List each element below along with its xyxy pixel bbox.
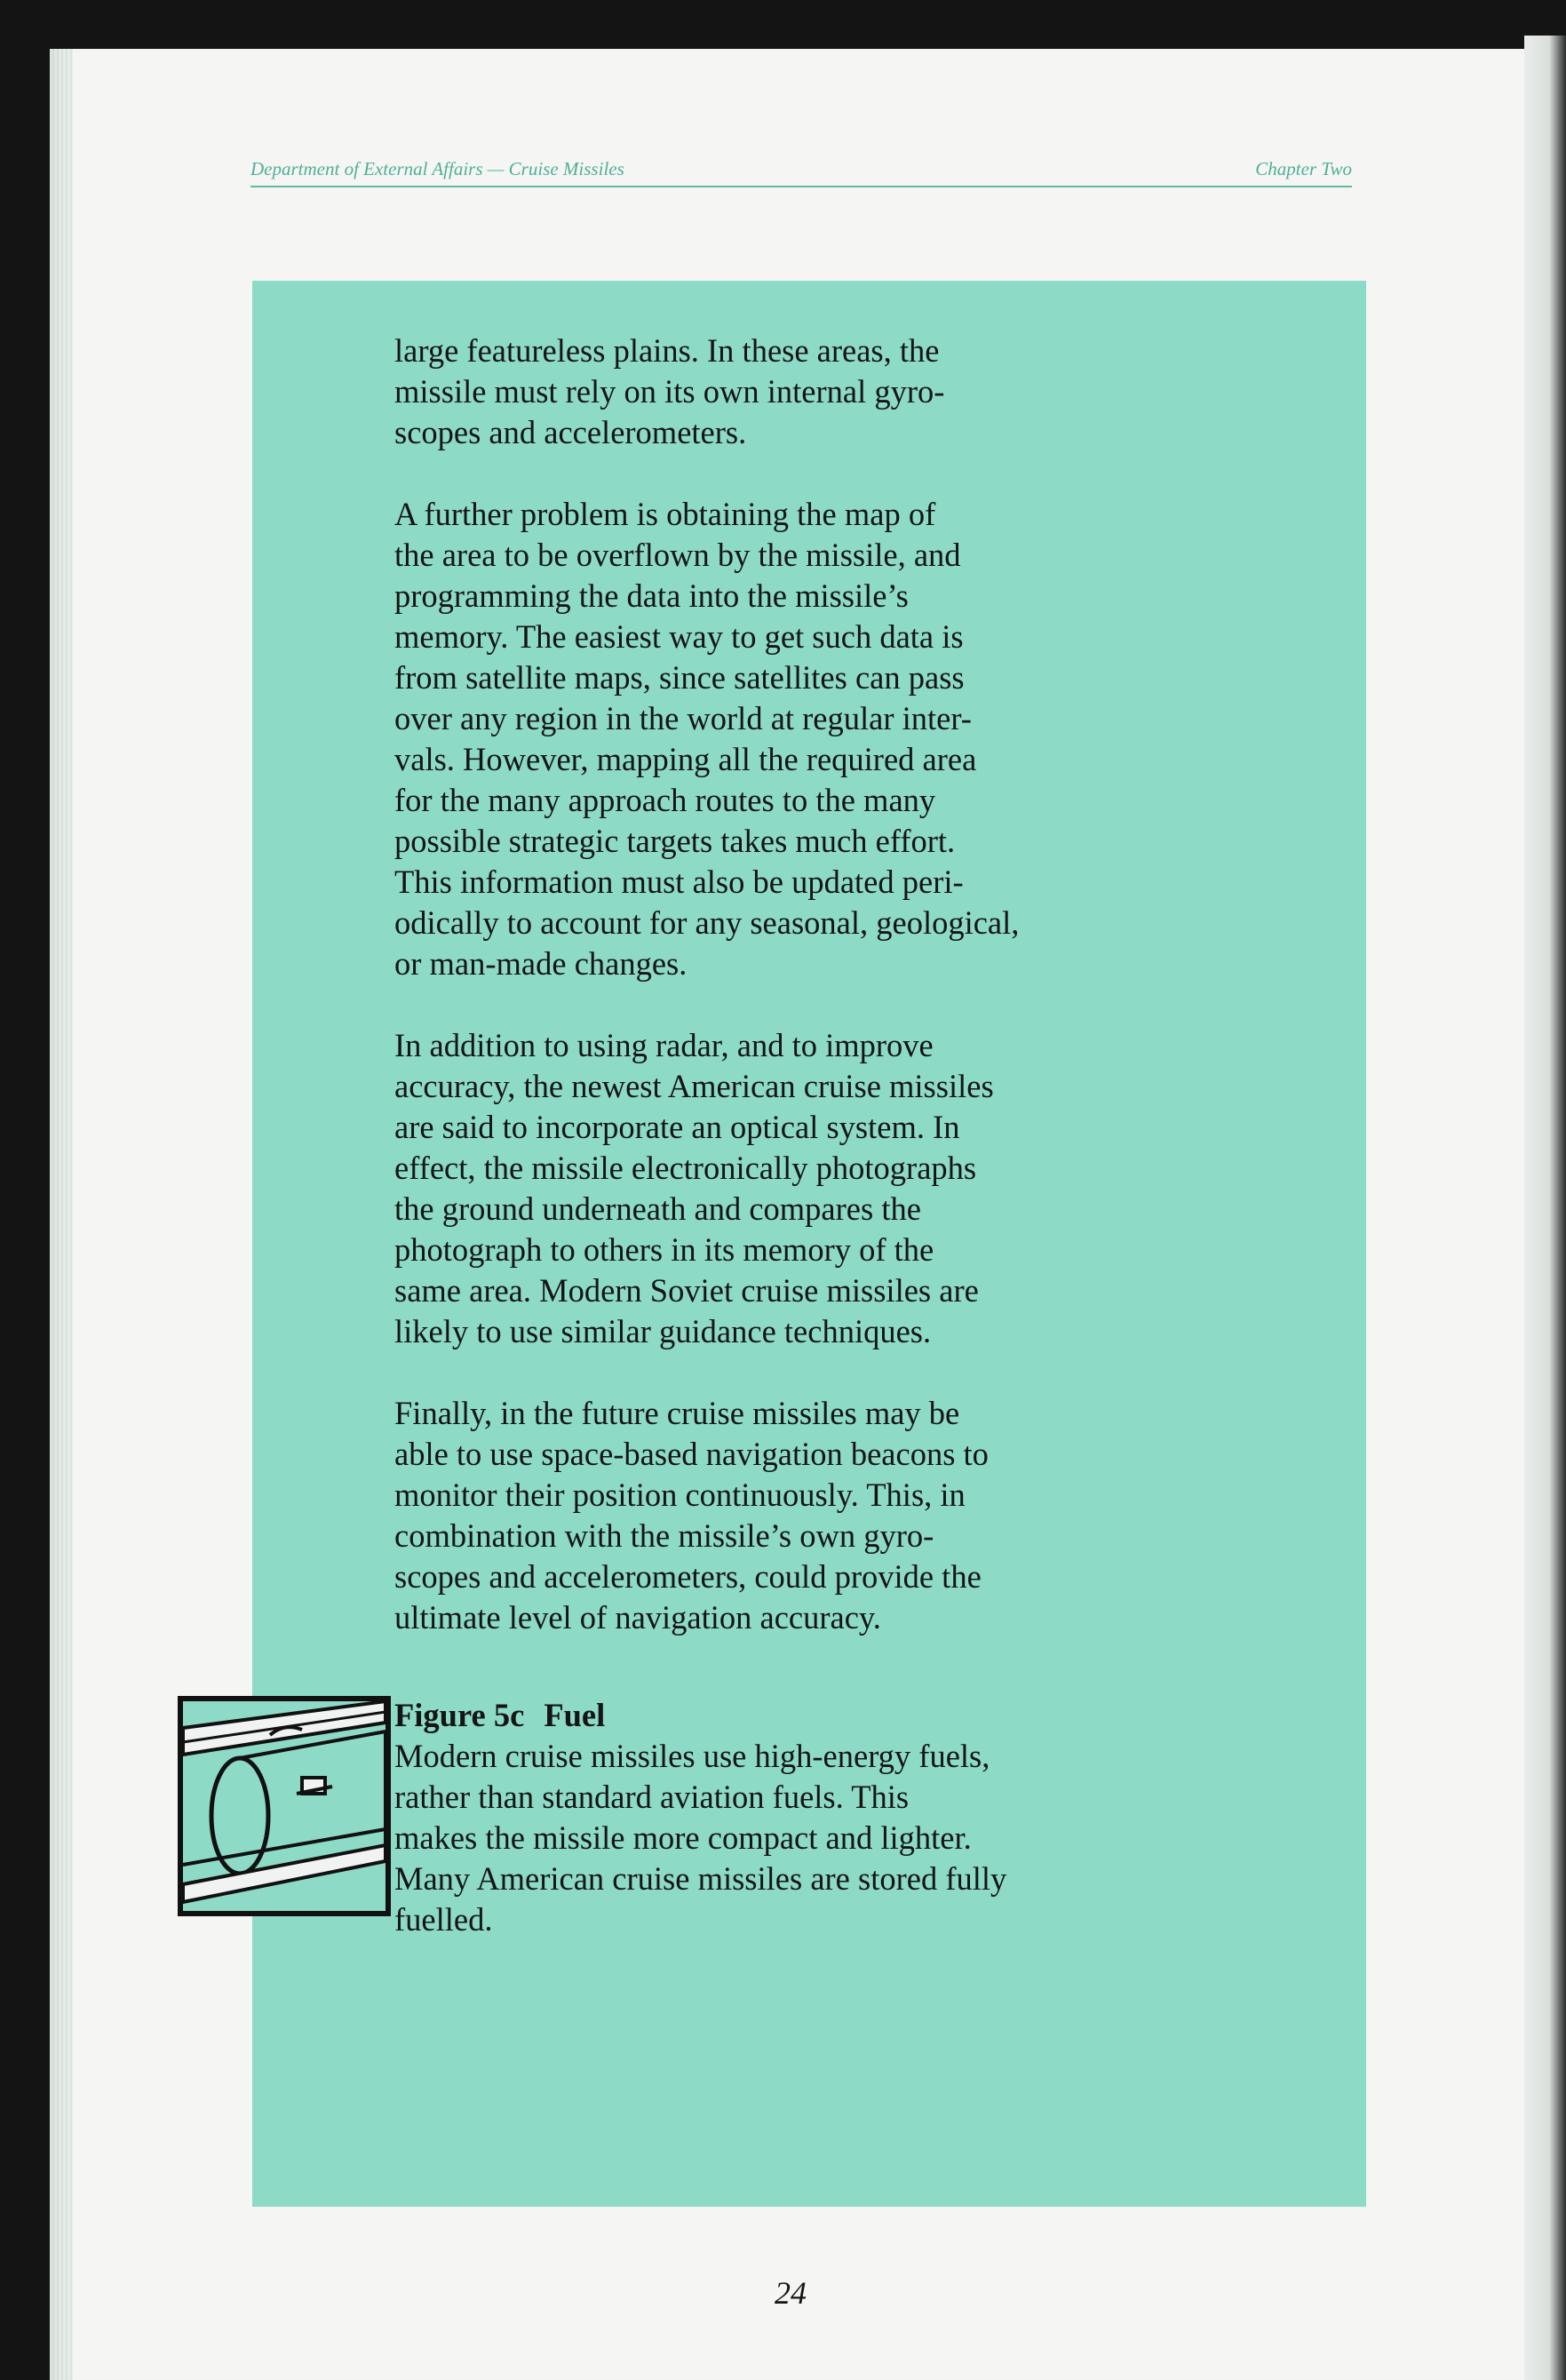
page-edges: [50, 49, 73, 2380]
body-text: [394, 330, 1176, 1679]
paragraph-3: In addition to using radar, and to improve accuracy, the newest American cruise missiles are said to incorporate an optical system. In effect, the missile electronically photographs the ground underneath and compares the photograph to others in its memory of the same area. Modern Soviet cruise missiles are likely to use similar guidance techniques.: [394, 1027, 994, 1349]
figure-heading: [394, 1695, 1176, 1736]
figure-description: Modern cruise missiles use high-energy fuels, rather than standard aviation fuels. This makes the missile more compact and lighter. Many American cruise missiles are stored fully fuelled.: [394, 1738, 1007, 1938]
facing-page-edge: [1524, 36, 1566, 2380]
page-number: 24: [775, 2275, 807, 2311]
missile-fuel-tank-icon: [178, 1696, 391, 1916]
running-header: [250, 145, 1352, 187]
paragraph-1: large featureless plains. In these areas, the missile must rely on its own internal gyro- scopes and accelerometers.: [394, 332, 945, 450]
header-chapter: Chapter Two: [1255, 158, 1352, 179]
figure-number: Figure 5c: [394, 1697, 525, 1733]
paragraph-2: A further problem is obtaining the map of the area to be overflown by the missile, and programming the data into the missile’s memory. The easiest way to get such data is from satellite maps, since satellites can pass over any region in the world at regular inter- vals. However, mapping all the required area for the many approach routes to the many possible strategic targets takes much effort. This information must also be updated peri- odically to account for any seasonal, geological, or man-made changes.: [394, 496, 1020, 982]
paragraph-4: Finally, in the future cruise missiles may be able to use space-based navigation beacons to monitor their position continuously. This, in combination with the missile’s own gyro- scopes and accelerometers, could provide the ultimate level of navigation accuracy.: [394, 1395, 989, 1636]
figure-title: Fuel: [544, 1697, 606, 1733]
figure-caption: [394, 1695, 1176, 1940]
header-title: Department of External Affairs — Cruise Missiles: [250, 158, 624, 179]
